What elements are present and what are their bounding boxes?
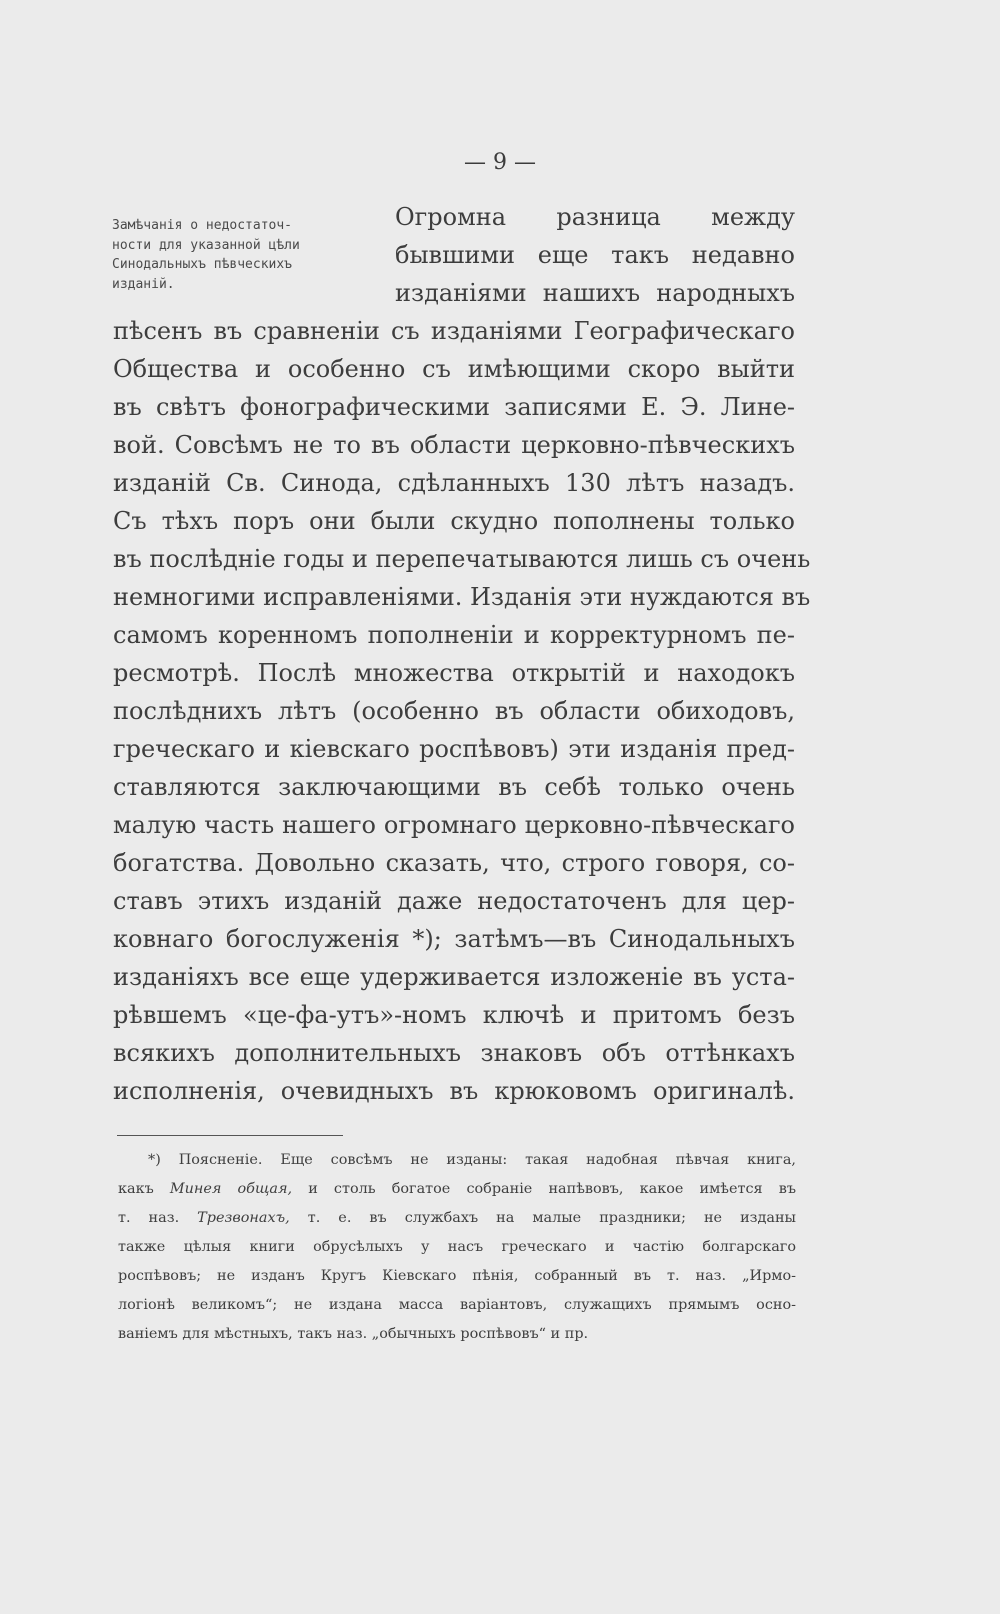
body-line: греческаго и кіевскаго роспѣвовъ) эти изданія пред-	[113, 735, 795, 763]
body-line: самомъ коренномъ пополненіи и корректурномъ пе-	[113, 621, 795, 649]
body-line: малую часть нашего огромнаго церковно-пѣвческаго	[113, 811, 795, 839]
body-line: ресмотрѣ. Послѣ множества открытій и находокъ	[113, 659, 795, 687]
footnote-line: роспѣвовъ; не изданъ Кругъ Кіевскаго пѣнія, собранный въ т. наз. „Ирмо-	[118, 1268, 796, 1284]
body-line: Огромна разница между	[395, 203, 795, 231]
body-line: вой. Совсѣмъ не то въ области церковно-пѣвческихъ	[113, 431, 795, 459]
body-line: рѣвшемъ «це-фа-утъ»-номъ ключѣ и притомъ безъ	[113, 1001, 795, 1029]
body-line: ставъ этихъ изданій даже недостаточенъ для цер-	[113, 887, 795, 915]
body-line: изданіяхъ все еще удерживается изложеніе въ уста-	[113, 963, 795, 991]
book-title-italic: Трезвонахъ,	[197, 1210, 290, 1226]
body-line: Съ тѣхъ поръ они были скудно пополнены только	[113, 507, 795, 535]
footnote-line	[118, 1208, 796, 1228]
body-line: въ послѣдніе годы и перепечатываются лишь съ очень	[113, 545, 811, 573]
footnote-rule	[117, 1135, 343, 1136]
body-line: исполненія, очевидныхъ въ крюковомъ оригиналѣ.	[113, 1077, 795, 1105]
margin-note-line: Синодальныхъ пѣвческихъ	[112, 257, 293, 272]
body-line: пѣсенъ въ сравненіи съ изданіями Географическаго	[113, 317, 795, 345]
body-line: немногими исправленіями. Изданія эти нуждаются въ	[113, 583, 811, 611]
footnote-text: т. наз.	[118, 1210, 198, 1226]
footnote-line: логіонѣ великомъ“; не издана масса варіантовъ, служащихъ прямымъ осно-	[118, 1297, 796, 1313]
margin-note-line: Замѣчанія о недостаточ-	[112, 218, 293, 233]
footnote-text: какъ	[118, 1181, 170, 1197]
body-line: изданій Св. Синода, сдѣланныхъ 130 лѣтъ назадъ.	[113, 469, 795, 497]
margin-note-line: ности для указанной цѣли	[112, 237, 300, 253]
page-number: — 9 —	[464, 150, 536, 175]
footnote-line: *) Поясненіе. Еще совсѣмъ не изданы: такая надобная пѣвчая книга,	[148, 1152, 796, 1168]
body-line: бывшими еще такъ недавно	[395, 241, 795, 269]
body-line: въ свѣтъ фонографическими записями Е. Э. Лине-	[113, 393, 795, 421]
body-line: ставляются заключающими въ себѣ только очень	[113, 773, 795, 801]
body-line: изданіями нашихъ народныхъ	[395, 279, 795, 307]
footnote-line: ваніемъ для мѣстныхъ, такъ наз. „обычныхъ роспѣвовъ“ и пр.	[118, 1326, 589, 1342]
margin-note	[112, 216, 374, 294]
footnote-line: также цѣлыя книги обрусѣлыхъ у насъ греческаго и частію болгарскаго	[118, 1239, 796, 1255]
body-line: Общества и особенно съ имѣющими скоро выйти	[113, 355, 795, 383]
body-line: ковнаго богослуженія *); затѣмъ—въ Синодальныхъ	[113, 925, 795, 953]
footnote-text: и столь богатое собраніе напѣвовъ, какое имѣется въ	[292, 1181, 796, 1197]
body-line: послѣднихъ лѣтъ (особенно въ области обиходовъ,	[113, 697, 795, 725]
margin-note-line: изданій.	[112, 276, 175, 292]
footnote-text: т. е. въ службахъ на малые праздники; не изданы	[289, 1210, 796, 1226]
body-line: всякихъ дополнительныхъ знаковъ объ оттѣнкахъ	[113, 1039, 795, 1067]
book-title-italic: Минея общая,	[169, 1181, 293, 1197]
body-line: богатства. Довольно сказать, что, строго говоря, со-	[113, 849, 795, 877]
footnote-line	[118, 1179, 796, 1199]
